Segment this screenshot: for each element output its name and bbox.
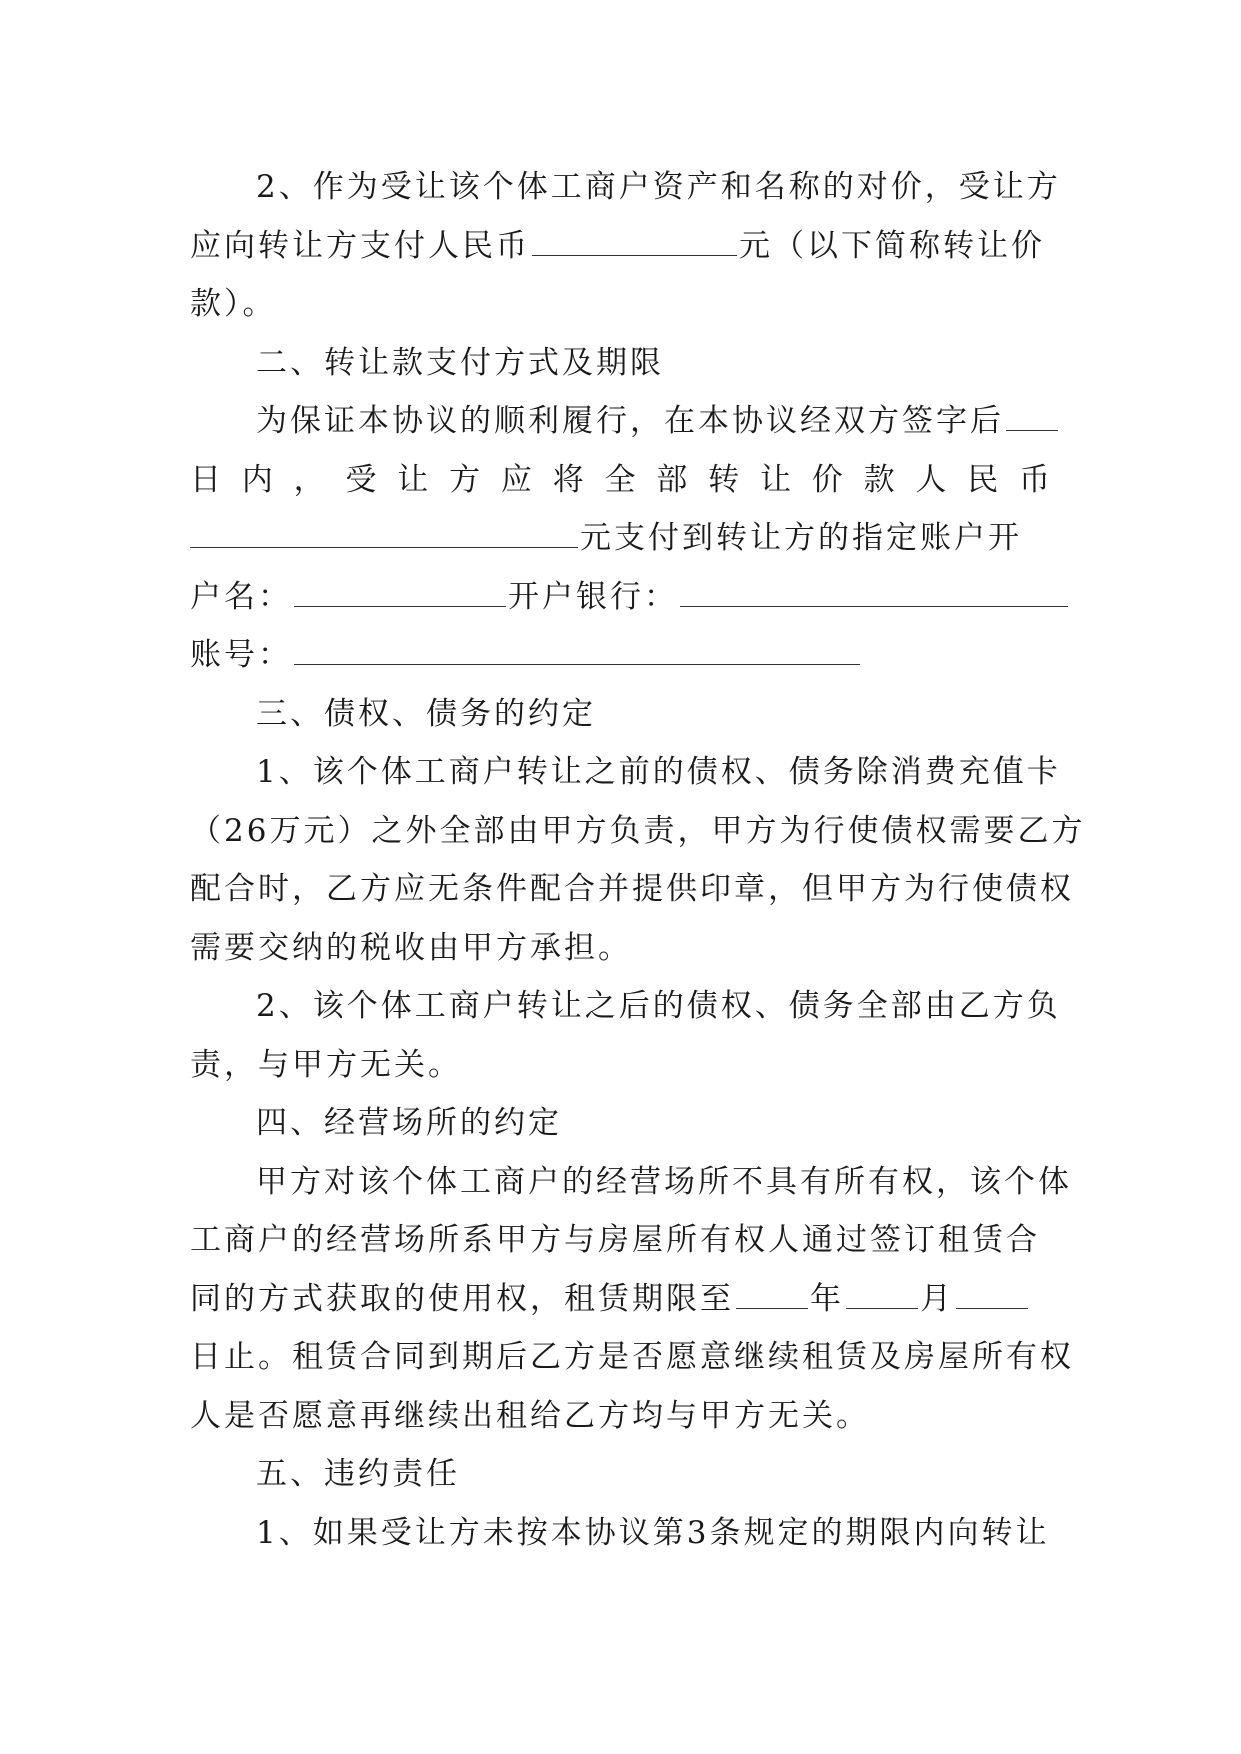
char: ，	[293, 461, 325, 498]
label-account-number: 账号：	[190, 637, 292, 673]
char: 应	[500, 461, 532, 498]
paragraph-consideration: 2、作为受让该个体工商户资产和名称的对价，受让方	[256, 169, 1061, 205]
paragraph-account-name	[190, 568, 1050, 627]
char: 款	[863, 461, 895, 498]
char: 让	[397, 461, 429, 498]
text-segment: 同的方式获取的使用权，租赁期限至	[190, 1280, 734, 1317]
char: 让	[759, 461, 791, 498]
label-account-name: 户名：	[190, 578, 292, 615]
char: 币	[1019, 461, 1050, 498]
text-year: 年	[810, 1280, 844, 1317]
char: 人	[915, 461, 947, 498]
paragraph-payment	[190, 392, 1050, 451]
char: 内	[241, 461, 273, 498]
blank-year	[736, 1278, 808, 1309]
char: 部	[656, 461, 688, 498]
text-month: 月	[920, 1280, 954, 1317]
blank-amount	[532, 225, 737, 256]
blank-bank	[680, 576, 1068, 607]
char: 受	[345, 461, 377, 498]
char: 方	[449, 461, 481, 498]
paragraph-consideration-end: 款）。	[190, 286, 277, 322]
section-heading-liability: 五、违约责任	[256, 1456, 460, 1492]
paragraph-debts-2-end: 责，与甲方无关。	[190, 1046, 462, 1083]
section-heading-payment: 二、转让款支付方式及期限	[256, 344, 664, 381]
label-bank: 开户银行：	[508, 578, 678, 615]
blank-account-number	[294, 634, 860, 665]
section-heading-premises: 四、经营场所的约定	[256, 1105, 562, 1141]
section-heading-debts: 三、债权、债务的约定	[256, 695, 596, 732]
blank-days	[1006, 400, 1058, 431]
char: 日	[190, 461, 221, 498]
blank-month	[846, 1278, 918, 1309]
blank-account-name	[294, 576, 506, 607]
paragraph-debts-2: 2、该个体工商户转让之后的债权、债务全部由乙方负	[256, 988, 1061, 1024]
paragraph-account-number	[190, 626, 1050, 685]
paragraph-premises-lease	[190, 1270, 1050, 1329]
char: 民	[967, 461, 999, 498]
char: 全	[604, 461, 636, 498]
paragraph-liability-1: 1、如果受让方未按本协议第3条规定的期限内向转让	[256, 1514, 1050, 1551]
paragraph-premises-cont: 工商户的经营场所系甲方与房屋所有权人通过签订租赁合	[190, 1222, 1040, 1258]
paragraph-debts-1-cont: 配合时，乙方应无条件配合并提供印章，但甲方为行使债权	[190, 871, 1074, 907]
paragraph-debts-1-cont: （26万元）之外全部由甲方负责，甲方为行使债权需要乙方	[190, 812, 1086, 849]
document-body	[190, 158, 1086, 1562]
char: 将	[552, 461, 584, 498]
paragraph-premises-cont: 日止。租赁合同到期后乙方是否愿意继续租赁及房屋所有权	[190, 1339, 1074, 1375]
text-segment: 为保证本协议的顺利履行，在本协议经双方签字后	[256, 403, 1004, 439]
paragraph-debts-1: 1、该个体工商户转让之前的债权、债务除消费充值卡	[256, 754, 1061, 790]
char: 价	[811, 461, 843, 498]
text-segment: 元（以下简称转让价	[739, 227, 1045, 264]
paragraph-payment-account	[190, 509, 1050, 568]
blank-day	[956, 1278, 1028, 1309]
paragraph-premises: 甲方对该个体工商户的经营场所不具有所有权，该个体	[256, 1163, 1072, 1200]
paragraph-debts-1-end: 需要交纳的税收由甲方承担。	[190, 929, 632, 966]
paragraph-premises-end: 人是否愿意再继续出租给乙方均与甲方无关。	[190, 1397, 870, 1434]
blank-total-amount	[190, 517, 578, 548]
text-segment: 元支付到转让方的指定账户开	[580, 520, 1022, 556]
text-segment: 应向转让方支付人民币	[190, 227, 530, 264]
paragraph-consideration-cont	[190, 217, 1050, 276]
paragraph-payment-justified	[190, 451, 1050, 510]
char: 转	[708, 461, 740, 498]
